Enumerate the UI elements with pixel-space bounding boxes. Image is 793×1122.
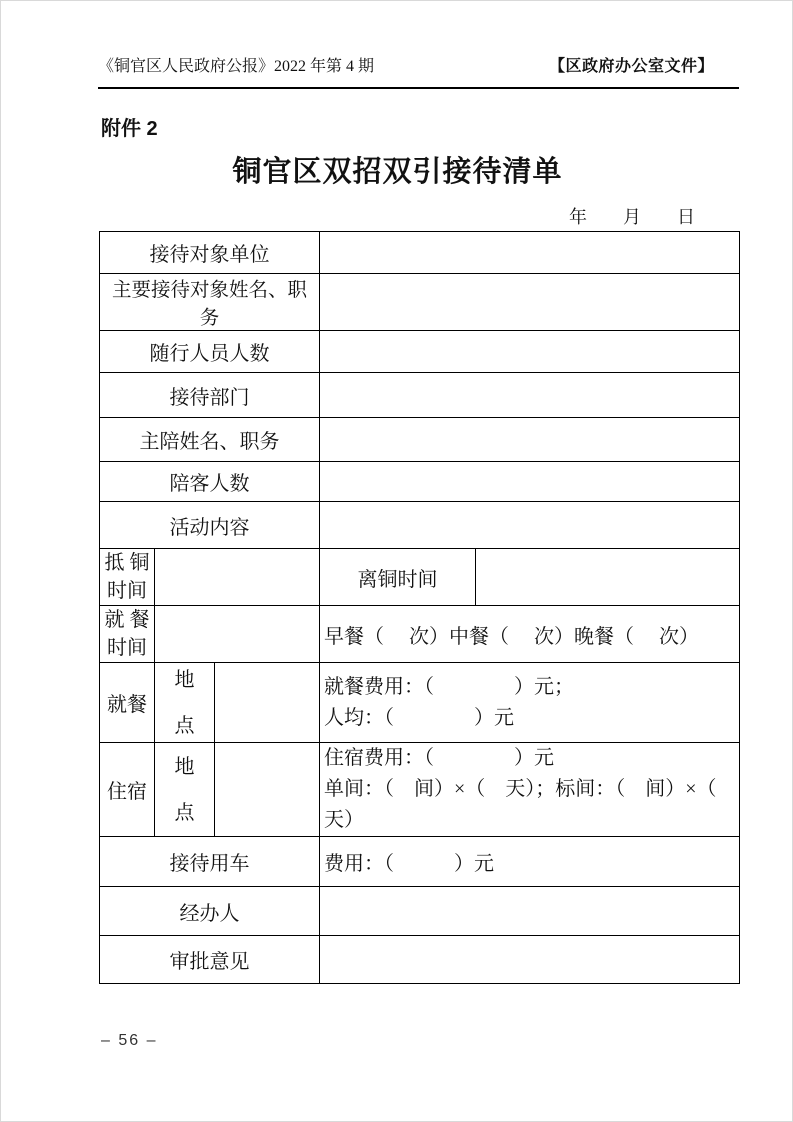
value-depart-time xyxy=(476,549,740,606)
label-dining: 就餐 xyxy=(100,663,155,743)
row-companion-count xyxy=(100,462,740,502)
value-activity xyxy=(320,502,740,549)
label-companion-count: 陪客人数 xyxy=(100,462,320,502)
row-lodging xyxy=(100,743,740,837)
row-main-guest xyxy=(100,274,740,331)
value-handler xyxy=(320,887,740,936)
label-depart-time: 离铜时间 xyxy=(320,549,476,606)
value-entourage-count xyxy=(320,331,740,373)
header-rule xyxy=(98,87,739,89)
row-meal-time xyxy=(100,606,740,663)
label-lodging-place-line1: 地 xyxy=(174,755,195,778)
row-entourage-count xyxy=(100,331,740,373)
office-file-tag: 【区政府办公室文件】 xyxy=(548,58,714,75)
label-meal-time-line1: 就 餐 xyxy=(104,609,150,631)
dining-cost-line: 就餐费用：（ ）元； xyxy=(324,675,574,698)
label-dining-place-line1: 地 xyxy=(174,668,195,691)
label-main-guest: 主要接待对象姓名、职务 xyxy=(100,274,320,331)
value-main-guest xyxy=(320,274,740,331)
lodging-cost-line: 住宿费用：（ ）元 xyxy=(324,747,554,769)
date-line: 年 月 日 xyxy=(569,207,695,227)
reception-form-table xyxy=(99,231,740,984)
row-handler xyxy=(100,887,740,936)
label-meal-time-line2: 时间 xyxy=(107,637,147,659)
label-lodging-place-line2: 点 xyxy=(174,801,195,824)
label-handler: 经办人 xyxy=(100,887,320,936)
label-arrive-time-line1: 抵 铜 xyxy=(104,552,150,574)
row-arrive-depart-time xyxy=(100,549,740,606)
value-host-name xyxy=(320,418,740,462)
value-dining-place xyxy=(215,663,320,743)
value-lodging-place xyxy=(215,743,320,837)
page-number: – 56 – xyxy=(101,1032,158,1049)
label-entourage-count: 随行人员人数 xyxy=(100,331,320,373)
attachment-label: 附件 2 xyxy=(101,118,158,140)
label-arrive-time xyxy=(100,549,155,606)
running-header xyxy=(98,57,714,76)
label-lodging-place xyxy=(155,743,215,837)
label-arrive-time-line2: 时间 xyxy=(107,580,147,602)
value-meal-counts: 早餐（ 次）中餐（ 次）晚餐（ 次） xyxy=(320,606,740,663)
page-title: 铜官区双招双引接待清单 xyxy=(232,156,563,188)
row-approval xyxy=(100,936,740,984)
label-reception-unit: 接待对象单位 xyxy=(100,232,320,274)
value-meal-time xyxy=(155,606,320,663)
label-meal-time xyxy=(100,606,155,663)
label-dining-place-line2: 点 xyxy=(174,714,195,737)
label-reception-dept: 接待部门 xyxy=(100,373,320,418)
row-dining xyxy=(100,663,740,743)
value-companion-count xyxy=(320,462,740,502)
value-reception-dept xyxy=(320,373,740,418)
gazette-title: 《铜官区人民政府公报》2022 年第 4 期 xyxy=(98,58,375,75)
row-host-name xyxy=(100,418,740,462)
value-dining-cost xyxy=(320,663,740,743)
value-arrive-time xyxy=(155,549,320,606)
label-lodging: 住宿 xyxy=(100,743,155,837)
value-approval xyxy=(320,936,740,984)
label-activity: 活动内容 xyxy=(100,502,320,549)
lodging-rooms-line: 单间：（ 间）×（ 天）；标间：（ 间）×（ 天） xyxy=(324,778,737,831)
value-car-cost: 费用：（ ）元 xyxy=(320,837,740,887)
dining-avg-line: 人均：（ ）元 xyxy=(324,706,514,729)
row-car xyxy=(100,837,740,887)
row-reception-dept xyxy=(100,373,740,418)
row-reception-unit xyxy=(100,232,740,274)
value-lodging-cost xyxy=(320,743,740,837)
label-dining-place xyxy=(155,663,215,743)
row-activity xyxy=(100,502,740,549)
label-approval: 审批意见 xyxy=(100,936,320,984)
label-car: 接待用车 xyxy=(100,837,320,887)
label-host-name: 主陪姓名、职务 xyxy=(100,418,320,462)
value-reception-unit xyxy=(320,232,740,274)
